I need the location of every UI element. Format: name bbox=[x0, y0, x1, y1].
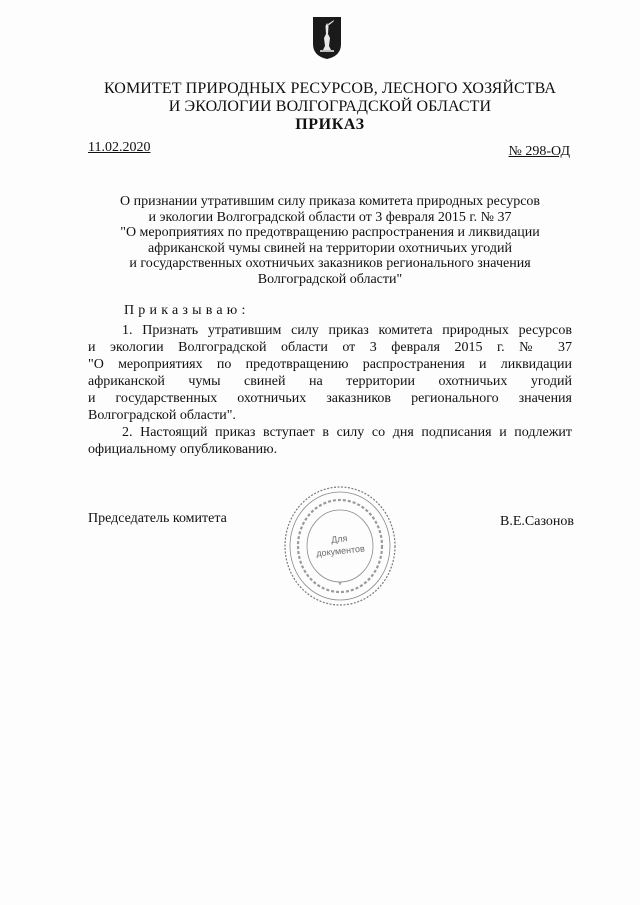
signer-name: В.Е.Сазонов bbox=[500, 514, 574, 529]
paragraph-line: африканской чумы свиней на территории охотничьих угодий bbox=[88, 374, 572, 389]
committee-name-line1: КОМИТЕТ ПРИРОДНЫХ РЕСУРСОВ, ЛЕСНОГО ХОЗЯЙСТВА bbox=[103, 80, 557, 97]
signer-position: Председатель комитета bbox=[88, 511, 227, 526]
order-number: № 298-ОД bbox=[508, 144, 570, 159]
subject-line: Волгоградской области" bbox=[257, 271, 403, 287]
official-stamp bbox=[282, 484, 398, 608]
svg-text:*: * bbox=[338, 580, 342, 590]
svg-text:Для: Для bbox=[330, 533, 348, 545]
paragraph-line: "О мероприятиях по предотвращению распространения и ликвидации bbox=[88, 357, 572, 372]
subject-line: О признании утратившим силу приказа комитета природных ресурсов bbox=[119, 194, 541, 209]
paragraph-1 bbox=[88, 322, 572, 424]
document-type-title: ПРИКАЗ bbox=[295, 116, 365, 133]
coat-of-arms-icon bbox=[312, 16, 342, 60]
subject-line: африканской чумы свиней на территории охотничьих угодий bbox=[147, 240, 512, 256]
paragraph-line: и экологии Волгоградской области от 3 февраля 2015 г. № 37 bbox=[88, 340, 572, 355]
order-subject bbox=[70, 194, 590, 287]
paragraph-line: 2. Настоящий приказ вступает в силу со дня подписания и подлежит bbox=[122, 425, 572, 440]
paragraph-2 bbox=[88, 424, 572, 458]
subject-line: и государственных охотничьих заказников регионального значения bbox=[129, 256, 531, 271]
paragraph-line: официальному опубликованию. bbox=[88, 442, 278, 457]
subject-line: и экологии Волгоградской области от 3 февраля 2015 г. № 37 bbox=[148, 209, 512, 225]
subject-line: "О мероприятиях по предотвращению распространения и ликвидации bbox=[120, 225, 540, 240]
paragraph-line: 1. Признать утратившим силу приказ комитета природных ресурсов bbox=[122, 323, 572, 338]
svg-text:документов: документов bbox=[315, 543, 366, 559]
order-directive-word: Приказываю: bbox=[124, 303, 250, 318]
order-date: 11.02.2020 bbox=[88, 140, 151, 155]
paragraph-line: и государственных охотничьих заказников регионального значения bbox=[88, 391, 572, 406]
committee-name-line2: И ЭКОЛОГИИ ВОЛГОГРАДСКОЙ ОБЛАСТИ bbox=[168, 98, 492, 115]
paragraph-line: Волгоградской области". bbox=[88, 408, 236, 423]
